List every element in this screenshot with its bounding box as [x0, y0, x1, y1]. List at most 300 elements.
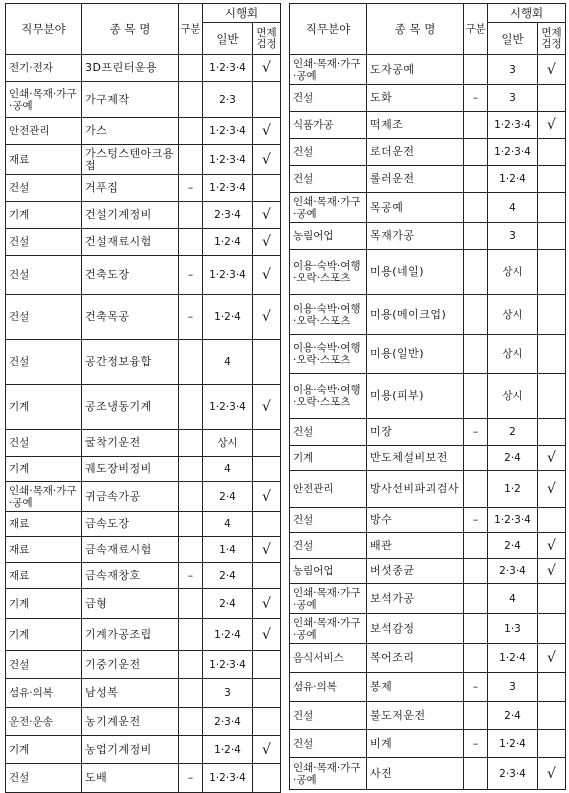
exempt-cell: √ — [538, 446, 566, 471]
gubun-cell — [464, 471, 488, 508]
general-cell: 1·2·3·4 — [488, 508, 538, 533]
general-cell: 4 — [203, 512, 253, 537]
item-cell: 버섯종균 — [367, 559, 464, 584]
item-cell: 방수 — [367, 508, 464, 533]
general-cell: 2·3·4 — [488, 559, 538, 584]
item-cell: 가구제작 — [82, 82, 179, 118]
gubun-cell — [464, 223, 488, 250]
exempt-cell — [253, 175, 281, 202]
general-cell: 4 — [203, 457, 253, 482]
gubun-cell — [464, 193, 488, 223]
gubun-cell — [179, 589, 203, 619]
table-row — [6, 482, 281, 512]
general-cell: 1·2 — [488, 471, 538, 508]
exempt-cell — [538, 730, 566, 758]
exempt-cell — [538, 673, 566, 702]
table-row — [290, 139, 566, 166]
table-row — [290, 295, 566, 335]
header-exempt: 면제검정 — [538, 23, 566, 55]
item-cell: 농업기계정비 — [82, 736, 179, 764]
general-cell: 2 — [488, 419, 538, 446]
exempt-cell — [253, 457, 281, 482]
gubun-cell: – — [464, 85, 488, 112]
exempt-cell: √ — [538, 533, 566, 559]
gubun-cell — [179, 651, 203, 679]
item-cell: 도화 — [367, 85, 464, 112]
gubun-cell — [464, 758, 488, 790]
field-cell: 인쇄·목재·가구·공예 — [290, 584, 367, 614]
field-cell: 인쇄·목재·가구·공예 — [290, 614, 367, 644]
gubun-cell — [179, 118, 203, 145]
exempt-cell — [253, 82, 281, 118]
gubun-cell — [464, 702, 488, 730]
header-item: 종 목 명 — [82, 4, 179, 55]
gubun-cell: – — [179, 563, 203, 589]
gubun-cell: – — [179, 256, 203, 295]
exempt-cell — [538, 139, 566, 166]
table-row — [290, 508, 566, 533]
table-row — [6, 736, 281, 764]
table-row — [6, 82, 281, 118]
gubun-cell — [464, 644, 488, 673]
exempt-cell: √ — [253, 55, 281, 82]
general-cell: 2·4 — [488, 446, 538, 471]
item-cell: 롤러운전 — [367, 166, 464, 193]
field-cell: 인쇄·목재·가구·공예 — [6, 482, 82, 512]
table-row — [6, 457, 281, 482]
general-cell: 1·2·3·4 — [203, 175, 253, 202]
field-cell: 건설 — [6, 256, 82, 295]
field-cell: 안전관리 — [6, 118, 82, 145]
gubun-cell: – — [464, 730, 488, 758]
general-cell: 1·2·3·4 — [203, 651, 253, 679]
field-cell: 건설 — [6, 651, 82, 679]
item-cell: 복어조리 — [367, 644, 464, 673]
table-row — [290, 193, 566, 223]
item-cell: 거푸집 — [82, 175, 179, 202]
item-cell: 미장 — [367, 419, 464, 446]
exempt-cell — [538, 614, 566, 644]
exempt-cell — [253, 430, 281, 457]
field-cell: 음식서비스 — [290, 644, 367, 673]
gubun-cell: – — [179, 295, 203, 340]
table-row — [290, 374, 566, 419]
item-cell: 굴착기운전 — [82, 430, 179, 457]
table-row — [6, 175, 281, 202]
general-cell: 3 — [203, 679, 253, 708]
item-cell: 가스 — [82, 118, 179, 145]
gubun-cell — [179, 708, 203, 736]
table-row — [6, 430, 281, 457]
item-cell: 사진 — [367, 758, 464, 790]
gubun-cell — [464, 335, 488, 374]
exempt-cell — [538, 223, 566, 250]
general-cell: 4 — [203, 340, 253, 385]
table-row — [290, 85, 566, 112]
header-general: 일반 — [203, 23, 253, 55]
table-row — [290, 335, 566, 374]
right-table — [289, 3, 566, 790]
gubun-cell: – — [179, 764, 203, 793]
item-cell: 3D프린터운용 — [82, 55, 179, 82]
gubun-cell — [179, 385, 203, 430]
general-cell: 2·4 — [488, 702, 538, 730]
exam-schedule-document — [5, 3, 565, 786]
exempt-cell: √ — [253, 736, 281, 764]
field-cell: 건설 — [6, 430, 82, 457]
item-cell: 미용(피부) — [367, 374, 464, 419]
table-row — [290, 112, 566, 139]
table-row — [6, 537, 281, 563]
gubun-cell — [179, 55, 203, 82]
field-cell: 이용·숙박·여행·오락·스포츠 — [290, 335, 367, 374]
field-cell: 운전·운송 — [6, 708, 82, 736]
item-cell: 농기계운전 — [82, 708, 179, 736]
general-cell: 1·3 — [488, 614, 538, 644]
general-cell: 상시 — [488, 295, 538, 335]
table-row — [6, 563, 281, 589]
table-row — [6, 295, 281, 340]
table-row — [6, 385, 281, 430]
general-cell: 4 — [488, 193, 538, 223]
header-gubun: 구분 — [179, 4, 203, 55]
gubun-cell — [179, 512, 203, 537]
exempt-cell: √ — [253, 482, 281, 512]
gubun-cell — [179, 736, 203, 764]
table-row — [6, 651, 281, 679]
table-row — [6, 145, 281, 175]
field-cell: 건설 — [6, 175, 82, 202]
header-field: 직무분야 — [290, 4, 367, 55]
field-cell: 건설 — [6, 764, 82, 793]
item-cell: 공조냉동기계 — [82, 385, 179, 430]
general-cell: 상시 — [488, 335, 538, 374]
item-cell: 보석감정 — [367, 614, 464, 644]
exempt-cell — [538, 584, 566, 614]
field-cell: 이용·숙박·여행·오락·스포츠 — [290, 295, 367, 335]
item-cell: 공간정보융합 — [82, 340, 179, 385]
header-item: 종 목 명 — [367, 4, 464, 55]
field-cell: 식품가공 — [290, 112, 367, 139]
table-row — [290, 471, 566, 508]
left-table — [5, 3, 281, 793]
general-cell: 상시 — [488, 250, 538, 295]
item-cell: 금형 — [82, 589, 179, 619]
table-row — [290, 644, 566, 673]
gubun-cell — [179, 619, 203, 651]
field-cell: 건설 — [6, 295, 82, 340]
item-cell: 떡제조 — [367, 112, 464, 139]
header-exempt: 면제검정 — [253, 23, 281, 55]
exempt-cell — [538, 702, 566, 730]
gubun-cell — [179, 145, 203, 175]
general-cell: 1·2·4 — [203, 619, 253, 651]
field-cell: 건설 — [6, 340, 82, 385]
header-gubun: 구분 — [464, 4, 488, 55]
gubun-cell — [179, 457, 203, 482]
general-cell: 1·2·3·4 — [203, 55, 253, 82]
table-row — [290, 533, 566, 559]
item-cell: 건설기계정비 — [82, 202, 179, 229]
item-cell: 미용(일반) — [367, 335, 464, 374]
table-row — [6, 764, 281, 793]
table-row — [290, 758, 566, 790]
exempt-cell: √ — [538, 471, 566, 508]
general-cell: 1·2·3·4 — [203, 385, 253, 430]
table-row — [6, 708, 281, 736]
gubun-cell — [179, 229, 203, 256]
item-cell: 도배 — [82, 764, 179, 793]
item-cell: 보석가공 — [367, 584, 464, 614]
item-cell: 미용(메이크업) — [367, 295, 464, 335]
exempt-cell: √ — [538, 112, 566, 139]
gubun-cell: – — [464, 673, 488, 702]
field-cell: 건설 — [290, 702, 367, 730]
exempt-cell — [538, 85, 566, 112]
gubun-cell — [464, 166, 488, 193]
general-cell: 2·3·4 — [203, 202, 253, 229]
gubun-cell — [464, 446, 488, 471]
item-cell: 봉제 — [367, 673, 464, 702]
item-cell: 방사선비파괴검사 — [367, 471, 464, 508]
item-cell: 도자공예 — [367, 55, 464, 85]
header-exam: 시행회 — [203, 4, 281, 23]
exempt-cell — [253, 512, 281, 537]
general-cell: 2·3 — [203, 82, 253, 118]
exempt-cell: √ — [253, 202, 281, 229]
general-cell: 1·2·4 — [488, 730, 538, 758]
general-cell: 1·2·4 — [488, 166, 538, 193]
gubun-cell — [179, 202, 203, 229]
general-cell: 1·2·4 — [488, 644, 538, 673]
exempt-cell — [253, 563, 281, 589]
item-cell: 기중기운전 — [82, 651, 179, 679]
table-row — [6, 512, 281, 537]
header-field: 직무분야 — [6, 4, 82, 55]
table-row — [290, 250, 566, 295]
table-row — [290, 730, 566, 758]
item-cell: 귀금속가공 — [82, 482, 179, 512]
exempt-cell: √ — [253, 619, 281, 651]
item-cell: 미용(네일) — [367, 250, 464, 295]
field-cell: 기계 — [6, 736, 82, 764]
field-cell: 재료 — [6, 145, 82, 175]
general-cell: 1·4 — [203, 537, 253, 563]
table-row — [290, 614, 566, 644]
general-cell: 3 — [488, 673, 538, 702]
field-cell: 인쇄·목재·가구·공예 — [290, 758, 367, 790]
item-cell: 목재가공 — [367, 223, 464, 250]
exempt-cell: √ — [253, 145, 281, 175]
general-cell: 2·4 — [203, 589, 253, 619]
exempt-cell — [253, 708, 281, 736]
table-row — [6, 118, 281, 145]
gubun-cell — [464, 584, 488, 614]
field-cell: 농림어업 — [290, 559, 367, 584]
field-cell: 이용·숙박·여행·오락·스포츠 — [290, 374, 367, 419]
exempt-cell: √ — [538, 55, 566, 85]
field-cell: 건설 — [290, 508, 367, 533]
general-cell: 1·2·4 — [203, 736, 253, 764]
gubun-cell — [464, 614, 488, 644]
table-row — [290, 584, 566, 614]
item-cell: 로더운전 — [367, 139, 464, 166]
general-cell: 1·2·4 — [203, 295, 253, 340]
field-cell: 기계 — [6, 457, 82, 482]
gubun-cell — [464, 55, 488, 85]
exempt-cell: √ — [538, 559, 566, 584]
general-cell: 2·4 — [203, 482, 253, 512]
field-cell: 건설 — [6, 229, 82, 256]
general-cell: 2·4 — [203, 563, 253, 589]
gubun-cell — [464, 559, 488, 584]
table-row — [6, 229, 281, 256]
table-row — [6, 340, 281, 385]
field-cell: 전기·전자 — [6, 55, 82, 82]
field-cell: 건설 — [290, 730, 367, 758]
exempt-cell — [253, 340, 281, 385]
exempt-cell: √ — [253, 385, 281, 430]
item-cell: 반도체설비보전 — [367, 446, 464, 471]
table-row — [6, 619, 281, 651]
field-cell: 인쇄·목재·가구·공예 — [290, 55, 367, 85]
item-cell: 궤도장비정비 — [82, 457, 179, 482]
general-cell: 3 — [488, 55, 538, 85]
field-cell: 농림어업 — [290, 223, 367, 250]
general-cell: 상시 — [203, 430, 253, 457]
general-cell: 1·2·3·4 — [488, 112, 538, 139]
field-cell: 기계 — [6, 385, 82, 430]
gubun-cell — [179, 482, 203, 512]
table-row — [6, 256, 281, 295]
gubun-cell — [464, 533, 488, 559]
item-cell: 가스텅스텐아크용접 — [82, 145, 179, 175]
gubun-cell — [179, 82, 203, 118]
exempt-cell — [538, 374, 566, 419]
field-cell: 건설 — [290, 419, 367, 446]
table-row — [290, 673, 566, 702]
exempt-cell — [538, 419, 566, 446]
gubun-cell — [179, 679, 203, 708]
table-row — [290, 446, 566, 471]
field-cell: 기계 — [6, 202, 82, 229]
table-row — [6, 589, 281, 619]
field-cell: 건설 — [290, 166, 367, 193]
general-cell: 1·2·3·4 — [488, 139, 538, 166]
gubun-cell — [179, 430, 203, 457]
gubun-cell: – — [464, 508, 488, 533]
item-cell: 목공예 — [367, 193, 464, 223]
table-row — [6, 55, 281, 82]
gubun-cell: – — [464, 419, 488, 446]
header-exam: 시행회 — [488, 4, 566, 23]
field-cell: 건설 — [290, 139, 367, 166]
exempt-cell: √ — [253, 537, 281, 563]
field-cell: 섬유·의복 — [6, 679, 82, 708]
field-cell: 재료 — [6, 512, 82, 537]
exempt-cell: √ — [253, 256, 281, 295]
gubun-cell — [464, 139, 488, 166]
exempt-cell — [538, 335, 566, 374]
exempt-cell — [538, 508, 566, 533]
field-cell: 재료 — [6, 563, 82, 589]
exempt-cell — [538, 166, 566, 193]
field-cell: 건설 — [290, 533, 367, 559]
item-cell: 불도저운전 — [367, 702, 464, 730]
item-cell: 배관 — [367, 533, 464, 559]
exempt-cell: √ — [253, 118, 281, 145]
item-cell: 건설재료시험 — [82, 229, 179, 256]
exempt-cell — [253, 651, 281, 679]
general-cell: 2·3·4 — [488, 758, 538, 790]
general-cell: 상시 — [488, 374, 538, 419]
field-cell: 건설 — [290, 85, 367, 112]
general-cell: 2·3·4 — [203, 708, 253, 736]
gubun-cell — [179, 537, 203, 563]
general-cell: 1·2·3·4 — [203, 256, 253, 295]
field-cell: 기계 — [6, 589, 82, 619]
general-cell: 2·4 — [488, 533, 538, 559]
table-row — [290, 166, 566, 193]
table-row — [290, 702, 566, 730]
field-cell: 기계 — [290, 446, 367, 471]
exempt-cell — [538, 193, 566, 223]
exempt-cell: √ — [253, 295, 281, 340]
item-cell: 건축도장 — [82, 256, 179, 295]
field-cell: 이용·숙박·여행·오락·스포츠 — [290, 250, 367, 295]
exempt-cell — [538, 295, 566, 335]
gubun-cell — [179, 340, 203, 385]
general-cell: 3 — [488, 85, 538, 112]
table-row — [290, 559, 566, 584]
gubun-cell — [464, 250, 488, 295]
field-cell: 재료 — [6, 537, 82, 563]
gubun-cell — [464, 112, 488, 139]
exempt-cell — [253, 679, 281, 708]
general-cell: 1·2·3·4 — [203, 764, 253, 793]
field-cell: 인쇄·목재·가구·공예 — [6, 82, 82, 118]
gubun-cell: – — [179, 175, 203, 202]
table-row — [290, 55, 566, 85]
item-cell: 기계가공조립 — [82, 619, 179, 651]
field-cell: 기계 — [6, 619, 82, 651]
item-cell: 비계 — [367, 730, 464, 758]
item-cell: 금속재창호 — [82, 563, 179, 589]
header-general: 일반 — [488, 23, 538, 55]
item-cell: 금속도장 — [82, 512, 179, 537]
item-cell: 금속재료시험 — [82, 537, 179, 563]
table-row — [290, 223, 566, 250]
general-cell: 1·2·3·4 — [203, 145, 253, 175]
item-cell: 건축목공 — [82, 295, 179, 340]
general-cell: 4 — [488, 584, 538, 614]
exempt-cell: √ — [538, 758, 566, 790]
item-cell: 남성복 — [82, 679, 179, 708]
exempt-cell: √ — [253, 229, 281, 256]
gubun-cell — [464, 295, 488, 335]
exempt-cell — [253, 764, 281, 793]
field-cell: 인쇄·목재·가구·공예 — [290, 193, 367, 223]
table-row — [6, 202, 281, 229]
general-cell: 1·2·3·4 — [203, 118, 253, 145]
field-cell: 안전관리 — [290, 471, 367, 508]
exempt-cell: √ — [538, 644, 566, 673]
general-cell: 3 — [488, 223, 538, 250]
gubun-cell — [464, 374, 488, 419]
field-cell: 섬유·의복 — [290, 673, 367, 702]
exempt-cell — [538, 250, 566, 295]
table-row — [6, 679, 281, 708]
